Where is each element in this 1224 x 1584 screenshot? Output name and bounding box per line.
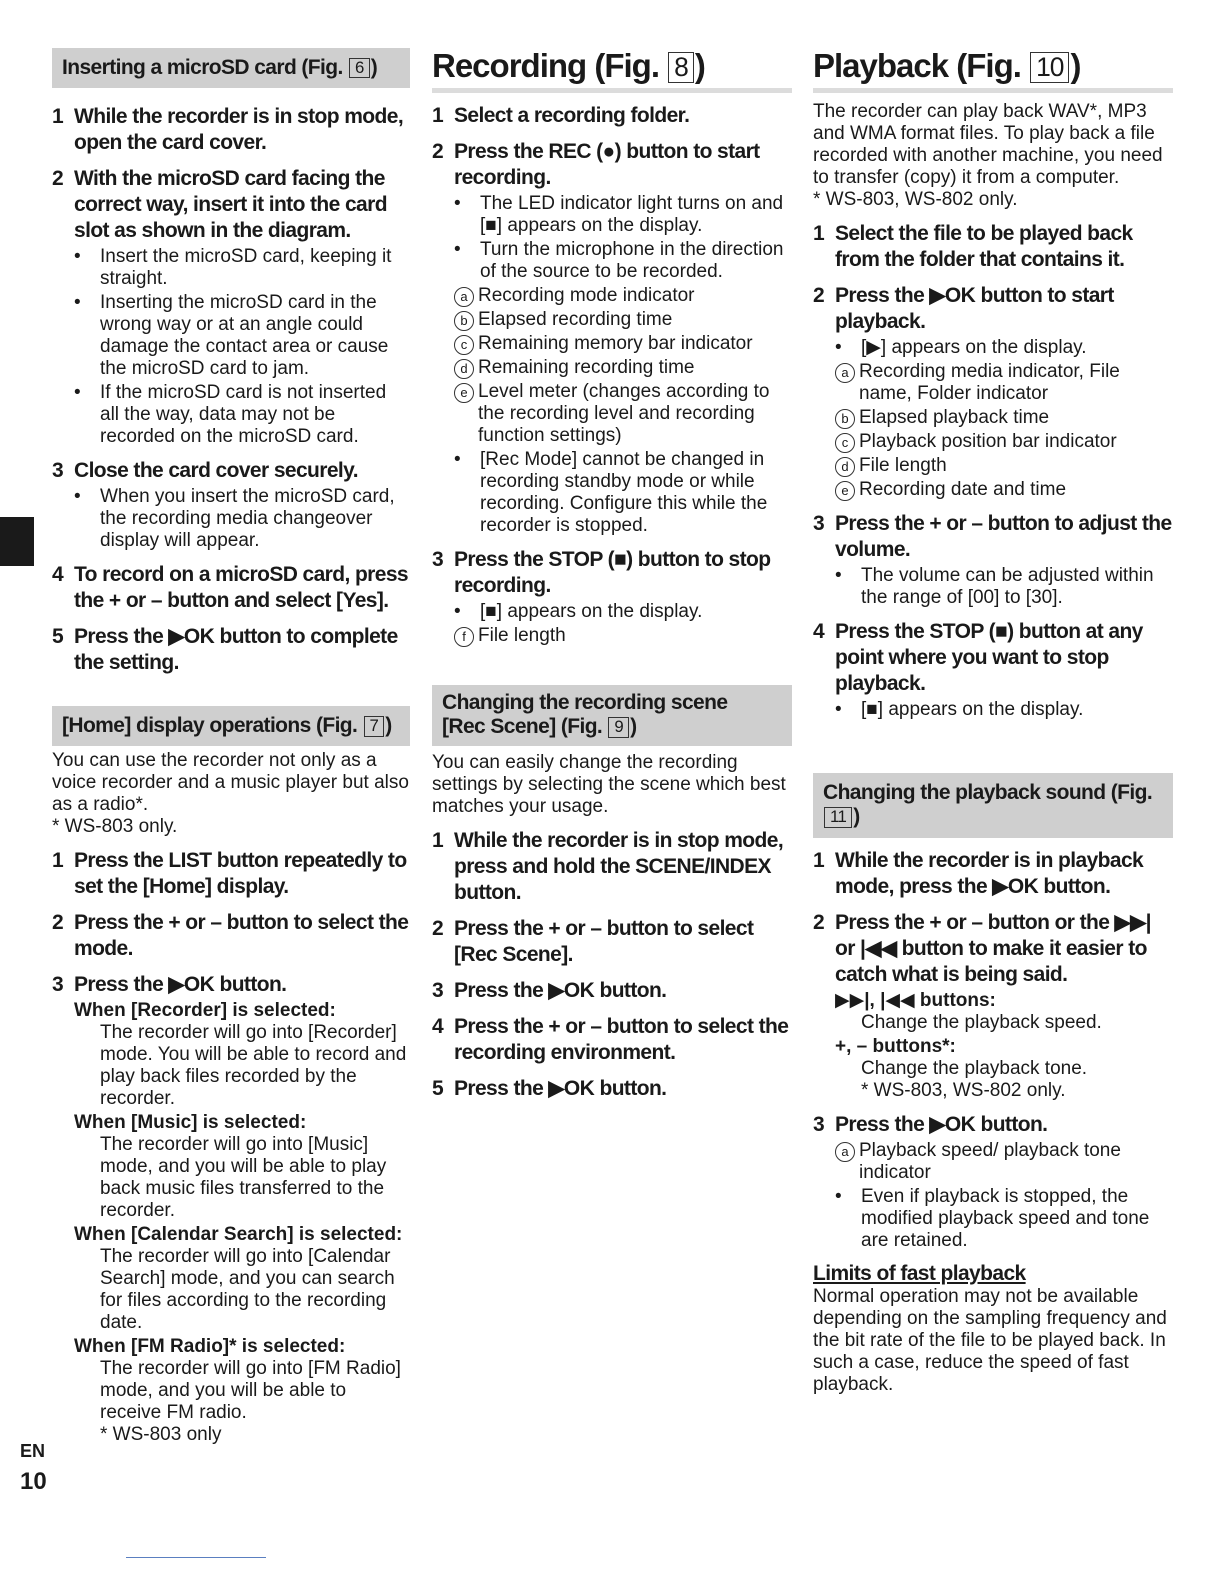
step: 5 Press the ▶OK button. [432, 1076, 667, 1100]
bullet-item: • [■] appears on the display. [835, 699, 1084, 721]
footnote: * WS-803, WS-802 only. [861, 1079, 1066, 1101]
step: 5 Press the ▶OK button to complete the setting. [52, 625, 398, 675]
step: 1 Select a recording folder. [432, 104, 690, 128]
figure-reference: 8 [668, 52, 694, 83]
intro-text: The recorder can play back WAV*, MP3 and WMA format files. To play back a file recorded with another machine, you need to transfer (copy) it from a computer. [813, 101, 1163, 189]
display-indicator-item: c Playback position bar indicator [835, 431, 1173, 453]
step: 3 Close the card cover securely. [52, 459, 358, 483]
mode-description: The recorder will go into [FM Radio] mode, and you will be able to receive FM radio. [100, 1358, 401, 1424]
footnote: * WS-803 only [100, 1424, 222, 1446]
display-indicator-item: e Recording date and time [835, 479, 1173, 501]
bullet-item: • [■] appears on the display. [454, 601, 703, 623]
figure-reference: 9 [608, 717, 629, 737]
section-heading-microsd: Inserting a microSD card (Fig. 6 ) [52, 48, 410, 88]
mode-description: The recorder will go into [Music] mode, and you will be able to play back music files transferred to the recorder. [100, 1134, 387, 1222]
section-heading-playback-sound: Changing the playback sound (Fig. 11 ) [813, 773, 1173, 837]
mode-description: The recorder will go into [Calendar Search] mode, and you can search for files according to the recording date. [100, 1246, 395, 1334]
section-heading-rec-scene: Changing the recording scene [Rec Scene] (Fig. 9 ) [432, 685, 792, 745]
step: 2 Press the + or – button to select the mode. [52, 911, 409, 961]
display-indicator-item: b Elapsed recording time [454, 309, 792, 331]
step: 2 Press the + or – button to select [Rec Scene]. [432, 916, 754, 966]
display-indicator-item: b Elapsed playback time [835, 407, 1173, 429]
display-indicator-item: d Remaining recording time [454, 357, 792, 379]
section-heading-playback: Playback (Fig. 10 ) [813, 48, 1173, 93]
bullet-item: • The LED indicator light turns on and [■] appears on the display. [454, 193, 784, 237]
button-definition-text: Change the playback speed. [861, 1011, 1102, 1033]
mode-heading: When [FM Radio]* is selected: [74, 1336, 346, 1358]
intro-text: You can easily change the recording settings by selecting the scene which best matches your usage. [432, 751, 786, 817]
footnote: * WS-803, WS-802 only. [813, 189, 1018, 211]
step: 3 Press the ▶OK button. [432, 978, 667, 1002]
step: 2 With the microSD card facing the correct way, insert it into the card slot as shown in the diagram. [52, 167, 387, 243]
page-number: 10 [20, 1468, 47, 1495]
body-text: Normal operation may not be available depending on the sampling frequency and the bit rate of the file to be played back. In such a case, reduce the speed of fast playback. [813, 1285, 1167, 1395]
section-side-tab [0, 517, 34, 566]
bullet-item: • The volume can be adjusted within the range of [00] to [30]. [835, 565, 1154, 609]
display-indicator-item: a Playback speed/ playback tone indicator [835, 1140, 1173, 1184]
button-definition-heading: ▶▶|, |◀◀ buttons: [835, 989, 996, 1011]
figure-reference: 6 [349, 58, 370, 78]
section-heading-home-display: [Home] display operations (Fig. 7 ) [52, 706, 410, 746]
figure-reference: 11 [824, 807, 852, 827]
step: 4 To record on a microSD card, press the + or – button and select [Yes]. [52, 563, 408, 613]
figure-reference: 10 [1030, 52, 1069, 83]
step: 2 Press the + or – button or the ▶▶| or |◀◀ button to make it easier to catch what is being said. [813, 910, 1151, 986]
bullet-item: • If the microSD card is not inserted all the way, data may not be recorded on the microSD card. [74, 382, 387, 448]
step: 4 Press the + or – button to select the recording environment. [432, 1014, 789, 1064]
footer-rule [126, 1557, 266, 1558]
middle-column [432, 48, 792, 1102]
step: 2 Press the ▶OK button to start playback. [813, 284, 1114, 334]
section-heading-recording: Recording (Fig. 8 ) [432, 48, 792, 93]
bullet-item: • [Rec Mode] cannot be changed in recording standby mode or while recording. Configure this while the recorder is stopped. [454, 449, 768, 537]
mode-heading: When [Calendar Search] is selected: [74, 1224, 403, 1246]
step: 1 While the recorder is in playback mode, press the ▶OK button. [813, 848, 1144, 898]
subheading-fast-playback: Limits of fast playback [813, 1261, 1026, 1285]
step: 1 Press the LIST button repeatedly to set the [Home] display. [52, 849, 407, 899]
step: 3 Press the + or – button to adjust the volume. [813, 512, 1172, 562]
step: 1 While the recorder is in stop mode, press and hold the SCENE/INDEX button. [432, 828, 784, 904]
step: 3 Press the STOP (■) button to stop recording. [432, 548, 771, 598]
bullet-item: • Inserting the microSD card in the wrong way or at an angle could damage the contact area or cause the microSD card to jam. [74, 292, 389, 380]
bullet-item: • When you insert the microSD card, the recording media changeover display will appear. [74, 486, 395, 552]
display-indicator-item: d File length [835, 455, 1173, 477]
left-column [52, 48, 410, 1446]
step: 3 Press the ▶OK button. [52, 973, 287, 997]
display-indicator-item: c Remaining memory bar indicator [454, 333, 792, 355]
bullet-item: • Turn the microphone in the direction of the source to be recorded. [454, 239, 784, 283]
intro-text: You can use the recorder not only as a voice recorder and a music player but also as a radio*. [52, 750, 409, 816]
mode-heading: When [Music] is selected: [74, 1112, 307, 1134]
mode-description: The recorder will go into [Recorder] mode. You will be able to record and play back files recorded by the recorder. [100, 1022, 407, 1110]
step: 3 Press the ▶OK button. [813, 1112, 1048, 1136]
footnote: * WS-803 only. [52, 816, 178, 838]
step: 1 Select the file to be played back from the folder that contains it. [813, 222, 1133, 272]
bullet-item: • [▶] appears on the display. [835, 337, 1087, 359]
step: 1 While the recorder is in stop mode, open the card cover. [52, 105, 404, 155]
button-definition-text: Change the playback tone. [861, 1057, 1088, 1079]
figure-reference: 7 [364, 716, 385, 736]
display-indicator-item: a Recording mode indicator [454, 285, 792, 307]
mode-heading: When [Recorder] is selected: [74, 1000, 336, 1022]
button-definition-heading: +, – buttons*: [835, 1035, 956, 1057]
step: 4 Press the STOP (■) button at any point where you want to stop playback. [813, 620, 1143, 696]
display-indicator-item: f File length [454, 625, 792, 647]
display-indicator-item: e Level meter (changes according to the recording level and recording function settings) [454, 381, 792, 447]
display-indicator-item: a Recording media indicator, File name, Folder indicator [835, 361, 1173, 405]
right-column [813, 48, 1173, 1396]
step: 2 Press the REC (●) button to start recording. [432, 140, 760, 190]
bullet-item: • Insert the microSD card, keeping it straight. [74, 246, 392, 290]
bullet-item: • Even if playback is stopped, the modified playback speed and tone are retained. [835, 1185, 1150, 1251]
language-label: EN [20, 1441, 46, 1461]
